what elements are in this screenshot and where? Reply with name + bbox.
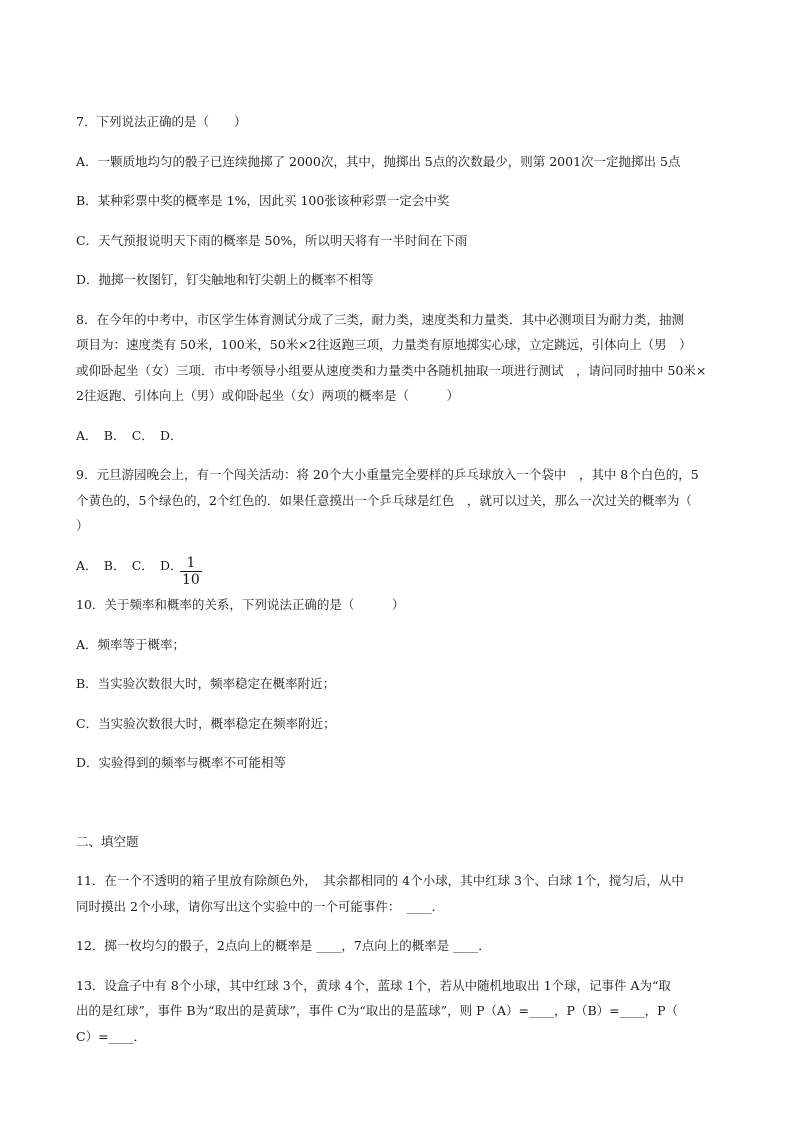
q7-option-b: B．某种彩票中奖的概率是 1%，因此买 100张该种彩票一定会中奖 — [76, 193, 450, 208]
fraction-denominator: 10 — [182, 572, 200, 588]
q8-line-3: 或仰卧起坐（女）三项．市中考领导小组要从速度类和力量类中各随机抽取一项进行测试 ，请问同时抽中 50米× — [76, 363, 707, 378]
q9-option-d-fraction — [180, 555, 202, 588]
section-heading-fill-in: 二、填空题 — [76, 834, 139, 849]
q8-line-2: 项目为：速度类有 50米，100米，50米×2往返跑三项，力量类有原地掷实心球，立定跳远，引体向上（男 ） — [76, 337, 692, 352]
q7-option-d: D．抛掷一枚图钉，钉尖触地和钉尖朝上的概率不相等 — [76, 272, 374, 287]
q10-stem: 10．关于频率和概率的关系，下列说法正确的是（ ） — [76, 597, 405, 612]
q9-line-3: ） — [76, 518, 89, 533]
fraction-numerator: 1 — [180, 555, 202, 572]
q7-stem: 7．下列说法正确的是（ ） — [76, 114, 247, 129]
q13-line-1: 13．设盒子中有 8个小球，其中红球 3个，黄球 4个，蓝球 1个，若从中随机地取出 1个球，记事件 A为“取 — [76, 978, 671, 993]
q8-line-1: 8．在今年的中考中，市区学生体育测试分成了三类，耐力类，速度类和力量类．其中必测项目为耐力类，抽测 — [76, 312, 684, 327]
q8-options: A． B． C． D． — [76, 428, 183, 443]
q9-options: A． B． C． D． — [76, 558, 183, 573]
q10-option-d: D．实验得到的频率与概率不可能相等 — [76, 755, 287, 770]
q7-option-c: C．天气预报说明天下雨的概率是 50%，所以明天将有一半时间在下雨 — [76, 233, 468, 248]
q13-line-2: 出的是红球”，事件 B为“取出的是黄球”，事件 C为“取出的是蓝球”，则 P（A）=____，P（B）=____，P（ — [76, 1003, 679, 1018]
q7-option-a: A．一颗质地均匀的骰子已连续抛掷了 2000次，其中，抛掷出 5点的次数最少，则第 2001次一定抛掷出 5点 — [76, 154, 681, 169]
q9-line-1: 9．元旦游园晚会上，有一个闯关活动：将 20个大小重量完全要样的乒乓球放入一个袋中 ，其中 8个白色的，5 — [76, 467, 699, 482]
q11-line-2: 同时摸出 2个小球，请你写出这个实验中的一个可能事件： ____． — [76, 899, 445, 914]
q13-line-3: C）=____． — [76, 1029, 147, 1044]
q10-option-b: B．当实验次数很大时，频率稳定在概率附近； — [76, 676, 336, 691]
q10-option-c: C．当实验次数很大时，概率稳定在频率附近； — [76, 716, 336, 731]
q8-line-4: 2往返跑、引体向上（男）或仰卧起坐（女）两项的概率是（ ） — [76, 388, 459, 403]
q10-option-a: A．频率等于概率； — [76, 637, 186, 652]
q11-line-1: 11．在一个不透明的箱子里放有除颜色外， 其余都相同的 4个小球，其中红球 3个、白球 1个，搅匀后，从中 — [76, 873, 684, 888]
q9-line-2: 个黄色的，5个绿色的，2个红色的．如果任意摸出一个乒乓球是红色 ，就可以过关，那么一次过关的概率为（ — [76, 493, 692, 508]
q12-line-1: 12．掷一枚均匀的骰子，2点向上的概率是 ____，7点向上的概率是 ____． — [76, 938, 491, 953]
